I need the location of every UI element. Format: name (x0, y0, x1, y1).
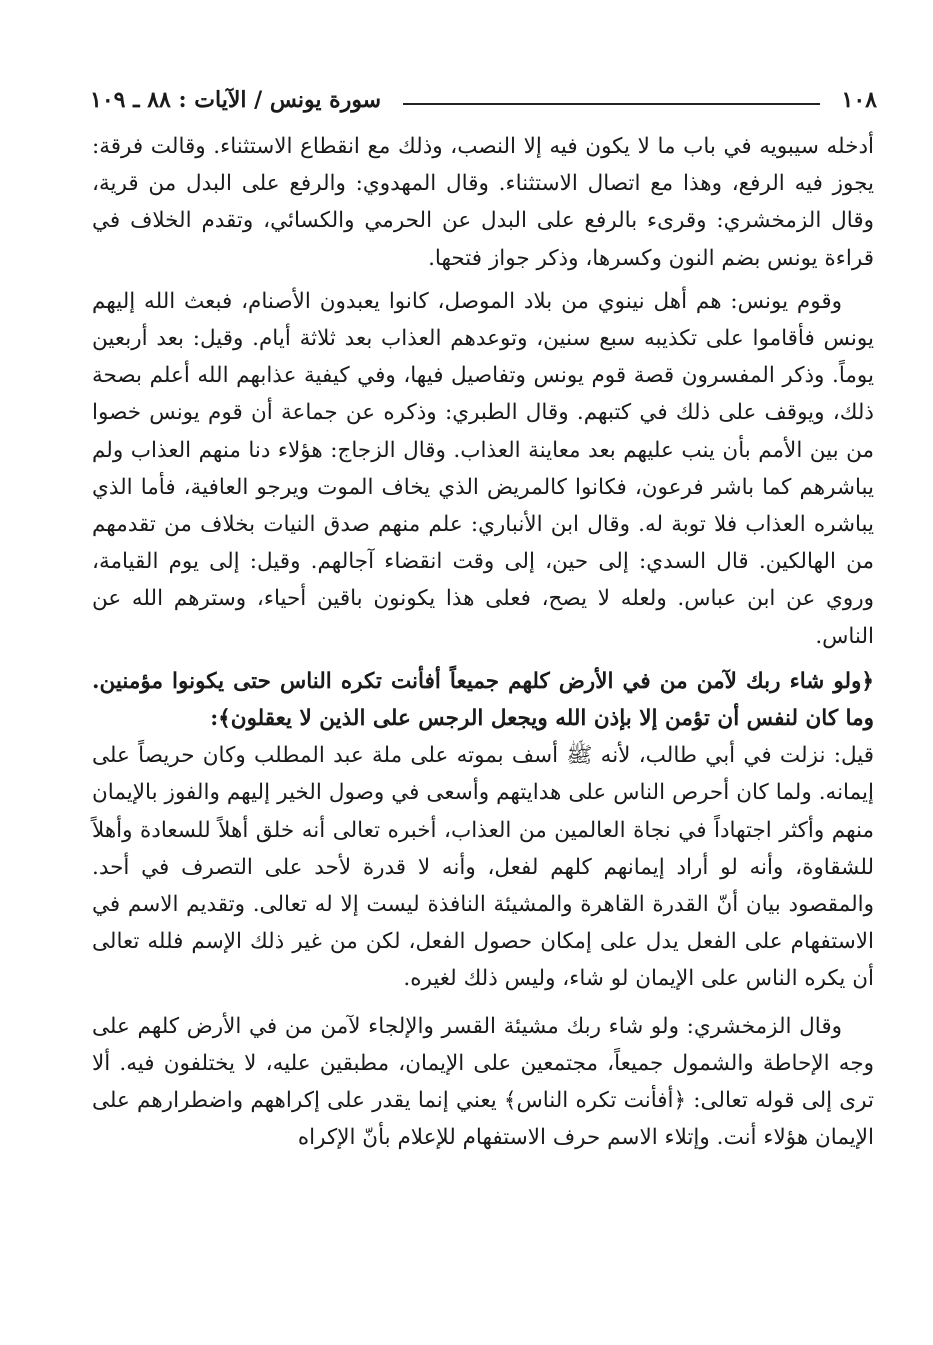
quran-verse: ﴿ولو شاء ربك لآمن من في الأرض كلهم جميعاً أفأنت تكره الناس حتى يكونوا مؤمنين. وما كان لنفس أن تؤمن إلا بإذن الله ويجعل الرجس على الذين لا يعقلون﴾: (92, 668, 874, 732)
page-number: ١٠٨ (841, 87, 877, 113)
paragraph-1: أدخله سيبويه في باب ما لا يكون فيه إلا النصب، وذلك مع انقطاع الاستثناء. وقالت فرقة: يجوز فيه الرفع، وهذا مع اتصال الاستثناء. وقال المهدوي: والرفع على البدل من قرية، وقال الزمخشري: وقرىء بالرفع على البدل عن الحرمي والكسائي، وتقدم الخلاف في قراءة يونس بضم النون وكسرها، وذكر جواز فتحها. (92, 134, 874, 271)
paragraph-3: قيل: نزلت في أبي طالب، لأنه ﷺ أسف بموته على ملة عبد المطلب وكان حريصاً على إيمانه. ولما كان أحرص الناس على هدايتهم وأسعى في وصول الخير إليهم والفوز بالإيمان منهم وأكثر اجتهاداً في نجاة العالمين من العذاب، أخبره تعالى أنه خلق أهلاً للسعادة وأهلاً للشقاوة، وأنه لو أراد إيمانهم كلهم لفعل، وأنه لا قدرة لأحد على التصرف في أحد. والمقصود بيان أنّ القدرة القاهرة والمشيئة النافذة ليست إلا له تعالى. وتقديم الاسم في الاستفهام على الفعل يدل على إمكان حصول الفعل، لكن من غير ذلك الإسم فلله تعالى أن يكره الناس على الإيمان لو شاء، وليس ذلك لغيره. (92, 743, 874, 992)
page-header (90, 80, 877, 120)
running-title: سورة يونس / الآيات : ٨٨ ـ ١٠٩ (90, 87, 382, 113)
page-body (92, 128, 874, 1156)
paragraph-2: وقوم يونس: هم أهل نينوي من بلاد الموصل، كانوا يعبدون الأصنام، فبعث الله إليهم يونس فأقاموا على تكذيبه سبع سنين، وتوعدهم العذاب بعد ثلاثة أيام. وقيل: بعد أربعين يوماً. وذكر المفسرون قصة قوم يونس وتفاصيل فيها، وفي كيفية عذابهم الله أعلم بصحة ذلك، ويوقف على ذلك في كتبهم. وقال الطبري: وذكره عن جماعة أن قوم يونس خصوا من بين الأمم بأن ينب عليهم بعد معاينة العذاب. وقال الزجاج: هؤلاء دنا منهم العذاب ولم يباشرهم كما باشر فرعون، فكانوا كالمريض الذي يخاف الموت ويرجو العافية، فأما الذي يباشره العذاب فلا توبة له. وقال ابن الأنباري: علم منهم صدق النيات بخلاف من تقدمهم من الهالكين. قال السدي: إلى حين، إلى وقت انقضاء آجالهم. وقيل: إلى يوم القيامة، وروي عن ابن عباس. ولعله لا يصح، فعلى هذا يكونون باقين أحياء، وسترهم الله عن الناس. (92, 288, 874, 649)
paragraph-4: وقال الزمخشري: ولو شاء ربك مشيئة القسر والإلجاء لآمن من في الأرض كلهم على وجه الإحاطة والشمول جميعاً، مجتمعين على الإيمان، مطبقين عليه، لا يختلفون فيه. ألا ترى إلى قوله تعالى: ﴿أفأنت تكره الناس﴾ يعني إنما يقدر على إكراههم واضطرارهم على الإيمان هؤلاء أنت. وإتلاء الاسم حرف الاستفهام للإعلام بأنّ الإكراه (92, 1013, 874, 1151)
header-rule (403, 103, 819, 105)
